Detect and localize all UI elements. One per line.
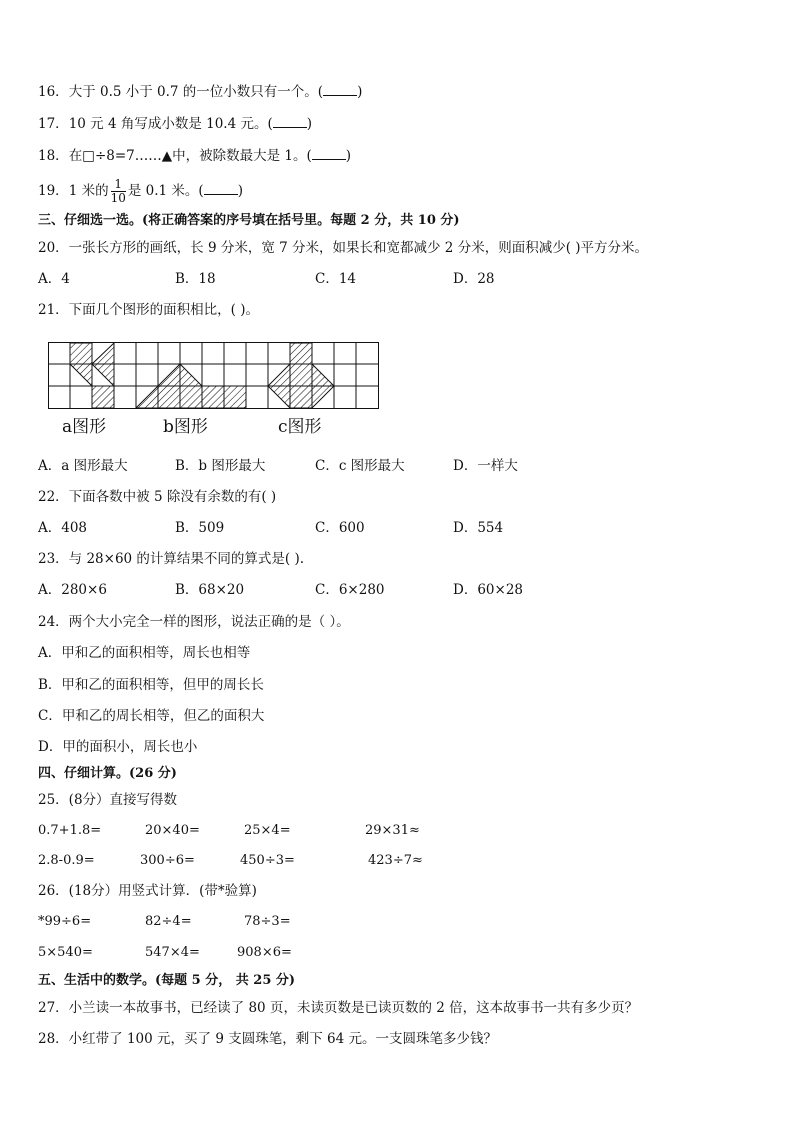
figure-b-label: b图形 [163,417,208,437]
option-b[interactable]: B．509 [175,520,225,536]
calc-item: 2.8-0.9= [38,853,95,868]
question-19: 19．1 米的 $\frac{1}{10}$ 是 0.1 米。( ) [38,177,243,205]
option-d[interactable]: D．60×28 [453,582,523,598]
question-23: 23．与 28×60 的计算结果不同的算式是( ). [38,551,305,567]
option-a[interactable]: A．280×6 [38,582,107,598]
option-c[interactable]: C．14 [315,271,357,287]
option-c[interactable]: C．甲和乙的周长相等，但乙的面积大 [38,708,265,724]
question-22: 22．下面各数中被 5 除没有余数的有( ) [38,489,277,505]
calc-item: 25×4= [244,823,291,838]
option-c[interactable]: C．6×280 [315,582,385,598]
section-4-title: 四、仔细计算。(26 分) [38,766,177,781]
calc-item: 450÷3= [240,853,295,868]
figure-a-label: a图形 [62,417,107,437]
option-a[interactable]: A．408 [38,520,88,536]
option-b[interactable]: B．甲和乙的面积相等，但甲的周长长 [38,677,264,693]
calc-item: 82÷4= [145,914,192,929]
calc-item: 300÷6= [140,853,195,868]
question-20: 20．一张长方形的画纸，长 9 分米，宽 7 分米，如果长和宽都减少 2 分米，则面积减少( )平方分米。 [38,240,649,256]
question-25: 25．(8分）直接写得数 [38,792,178,808]
question-27: 27．小兰读一本故事书，已经读了 80 页，未读页数是已读页数的 2 倍，这本故事书一共有多少页？ [38,1000,639,1016]
calc-item: 908×6= [237,945,292,960]
question-28: 28．小红带了 100 元，买了 9 支圆珠笔，剩下 64 元。一支圆珠笔多少钱？ [38,1031,497,1047]
calc-item: 78÷3= [244,914,291,929]
question-16: 16．大于 0.5 小于 0.7 的一位小数只有一个。( ) [38,84,363,100]
option-c[interactable]: C．c 图形最大 [315,458,405,474]
answer-blank[interactable] [323,82,357,96]
answer-blank[interactable] [312,146,346,160]
option-d[interactable]: D．28 [453,271,495,287]
answer-blank[interactable] [204,181,238,195]
question-17: 17．10 元 4 角写成小数是 10.4 元。( ) [38,116,313,132]
answer-blank[interactable] [273,114,307,128]
calc-item: 423÷7≈ [368,853,423,868]
option-d[interactable]: D．甲的面积小，周长也小 [38,739,198,755]
calc-item: 29×31≈ [365,823,420,838]
section-5-title: 五、生活中的数学。(每题 5 分， 共 25 分) [38,973,296,988]
option-d[interactable]: D．一样大 [453,458,518,474]
question-26: 26．(18分）用竖式计算．(带*验算) [38,883,257,899]
calc-item: 0.7+1.8= [38,823,102,838]
calc-item: 5×540= [38,945,93,960]
option-b[interactable]: B．18 [175,271,216,287]
calc-item: 20×40= [145,823,200,838]
option-c[interactable]: C．600 [315,520,365,536]
option-d[interactable]: D．554 [453,520,504,536]
option-a[interactable]: A．a 图形最大 [38,458,128,474]
shape-grid-figure [48,342,384,410]
figure-c [268,343,334,408]
option-b[interactable]: B．b 图形最大 [175,458,266,474]
question-18: 18．在□÷8=7……▲中，被除数最大是 1。( ) [38,148,352,164]
question-24: 24．两个大小完全一样的图形，说法正确的是（ ）。 [38,614,350,630]
option-b[interactable]: B．68×20 [175,582,245,598]
question-21: 21．下面几个图形的面积相比，( )。 [38,302,260,318]
calc-item: 547×4= [145,945,200,960]
calc-item: *99÷6= [38,914,92,929]
figure-c-label: c图形 [278,417,322,437]
option-a[interactable]: A．4 [38,271,70,287]
fraction: $\frac{1}{10}$ [110,177,126,205]
option-a[interactable]: A．甲和乙的面积相等，周长也相等 [38,645,251,661]
section-3-title: 三、仔细选一选。(将正确答案的序号填在括号里。每题 2 分，共 10 分) [38,213,460,228]
